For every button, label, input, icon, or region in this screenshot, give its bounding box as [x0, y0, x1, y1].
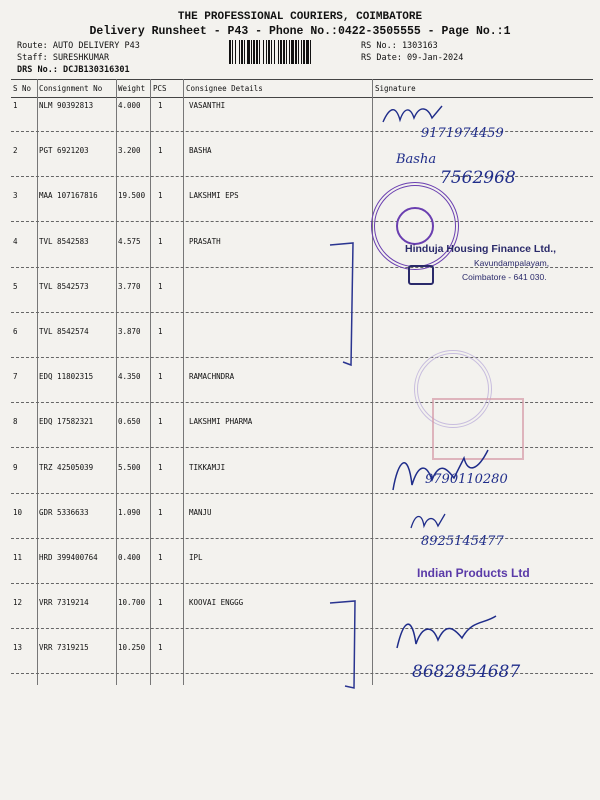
column-divider: [150, 79, 151, 685]
row-consignment-no: MAA 107167816: [39, 191, 98, 201]
row-pcs: 1: [158, 417, 163, 427]
row-sno: 7: [13, 372, 18, 382]
row-consignee: IPL: [189, 553, 203, 562]
drs-number: DRS No.: DCJB130316301: [17, 65, 130, 75]
row-pcs: 1: [158, 236, 163, 246]
row-divider: [11, 357, 593, 358]
row-consignee: PRASATH: [189, 236, 221, 246]
route-label: Route: AUTO DELIVERY P43: [17, 41, 140, 51]
row-consignment-no: VRR 7319215: [39, 643, 89, 653]
signature-scribble: [380, 98, 450, 128]
column-divider: [183, 79, 184, 685]
row-consignee: TIKKAMJI: [189, 462, 226, 472]
table-header: [11, 79, 593, 98]
row-consignment-no: TVL 8542574: [39, 327, 89, 336]
hinduja-address2: Coimbatore - 641 030.: [462, 272, 547, 282]
row-consignee: LAKSHMI PHARMA: [189, 417, 253, 427]
row-consignee: MANJU: [189, 507, 212, 517]
col-consignee: Consignee Details: [186, 84, 263, 93]
row-pcs: 1: [158, 372, 163, 382]
col-consignment: Consignment No: [39, 84, 103, 93]
row-consignment-no: TVL 8542583: [39, 236, 89, 246]
bracket-mark: [325, 240, 365, 370]
row-sno: 12: [13, 598, 23, 608]
runsheet-subtitle: Delivery Runsheet - P43 - Phone No.:0422-3505555 - Page No.:1: [89, 25, 511, 38]
row-divider: [11, 221, 593, 222]
rs-number: RS No.: 1303163: [361, 41, 438, 51]
row-weight: 3.200: [118, 146, 141, 156]
row-pcs: 1: [158, 643, 163, 653]
barcode: [229, 40, 353, 64]
row-consignment-no: HRD 399400764: [39, 553, 98, 562]
row-divider: [11, 538, 593, 539]
signature-scribble: [392, 608, 502, 658]
signature-name: Basha: [396, 152, 437, 167]
col-pcs: PCS: [153, 84, 167, 93]
row-pcs: 1: [158, 146, 163, 156]
row-consignee: RAMACHNDRA: [189, 372, 235, 382]
row-pcs: 1: [158, 191, 163, 201]
row-sno: 13: [13, 643, 23, 653]
column-divider: [372, 79, 373, 685]
signature-phone: 9171974459: [421, 126, 504, 141]
row-sno: 3: [13, 191, 18, 201]
hinduja-address1: Kavundampalayam,: [474, 258, 550, 268]
row-sno: 5: [13, 281, 18, 291]
hinduja-logo-icon: [408, 265, 434, 285]
row-pcs: 1: [158, 101, 163, 110]
row-divider: [11, 493, 593, 494]
row-sno: 4: [13, 236, 18, 246]
row-weight: 5.500: [118, 462, 141, 472]
row-sno: 10: [13, 507, 23, 517]
signature-phone: 9790110280: [425, 472, 508, 487]
row-sno: 11: [13, 553, 23, 562]
col-signature: Signature: [375, 84, 416, 93]
signature-phone: 8682854687: [412, 662, 521, 682]
row-consignment-no: TVL 8542573: [39, 281, 89, 291]
row-pcs: 1: [158, 553, 163, 562]
row-consignee: LAKSHMI EPS: [189, 191, 239, 201]
col-weight: Weight: [118, 84, 146, 93]
signature-scribble: [408, 508, 448, 533]
row-consignee: BASHA: [189, 146, 212, 156]
row-divider: [11, 628, 593, 629]
row-consignment-no: PGT 6921203: [39, 146, 89, 156]
row-weight: 4.575: [118, 236, 141, 246]
row-weight: 19.500: [118, 191, 146, 201]
row-weight: 1.090: [118, 507, 141, 517]
signature-phone: 8925145477: [421, 534, 504, 549]
row-pcs: 1: [158, 462, 163, 472]
row-pcs: 1: [158, 327, 163, 336]
row-sno: 6: [13, 327, 18, 336]
row-divider: [11, 312, 593, 313]
row-consignment-no: TRZ 42505039: [39, 462, 94, 472]
bracket-mark: [325, 598, 365, 693]
rs-date: RS Date: 09-Jan-2024: [361, 53, 464, 63]
row-weight: 3.870: [118, 327, 141, 336]
row-consignment-no: NLM 90392813: [39, 101, 94, 110]
row-consignee: KOOVAI ENGGG: [189, 598, 244, 608]
row-pcs: 1: [158, 281, 163, 291]
col-sno: S No: [13, 84, 32, 93]
row-weight: 0.400: [118, 553, 141, 562]
indian-products-stamp: Indian Products Ltd: [417, 566, 530, 580]
row-weight: 10.250: [118, 643, 146, 653]
row-sno: 2: [13, 146, 18, 156]
hinduja-name: Hinduja Housing Finance Ltd.,: [405, 243, 557, 255]
row-pcs: 1: [158, 598, 163, 608]
row-consignment-no: EDQ 11802315: [39, 372, 94, 382]
row-consignment-no: GDR 5336633: [39, 507, 89, 517]
row-weight: 4.350: [118, 372, 141, 382]
row-divider: [11, 131, 593, 132]
staff-label: Staff: SURESHKUMAR: [17, 53, 110, 63]
row-consignment-no: EDQ 17582321: [39, 417, 94, 427]
row-consignment-no: VRR 7319214: [39, 598, 89, 608]
signature-phone: 7562968: [440, 168, 516, 188]
row-divider: [11, 583, 593, 584]
row-sno: 8: [13, 417, 18, 427]
row-weight: 0.650: [118, 417, 141, 427]
row-consignee: VASANTHI: [189, 101, 226, 110]
row-weight: 10.700: [118, 598, 146, 608]
column-divider: [37, 79, 38, 685]
hinduja-stamp: [405, 243, 557, 282]
column-divider: [116, 79, 117, 685]
row-weight: 4.000: [118, 101, 141, 110]
row-weight: 3.770: [118, 281, 141, 291]
row-pcs: 1: [158, 507, 163, 517]
signature-scribble: [388, 440, 498, 500]
enterprises-stamp: [371, 182, 459, 270]
row-sno: 1: [13, 101, 18, 110]
company-title: THE PROFESSIONAL COURIERS, COIMBATORE: [177, 11, 423, 23]
row-sno: 9: [13, 462, 18, 472]
